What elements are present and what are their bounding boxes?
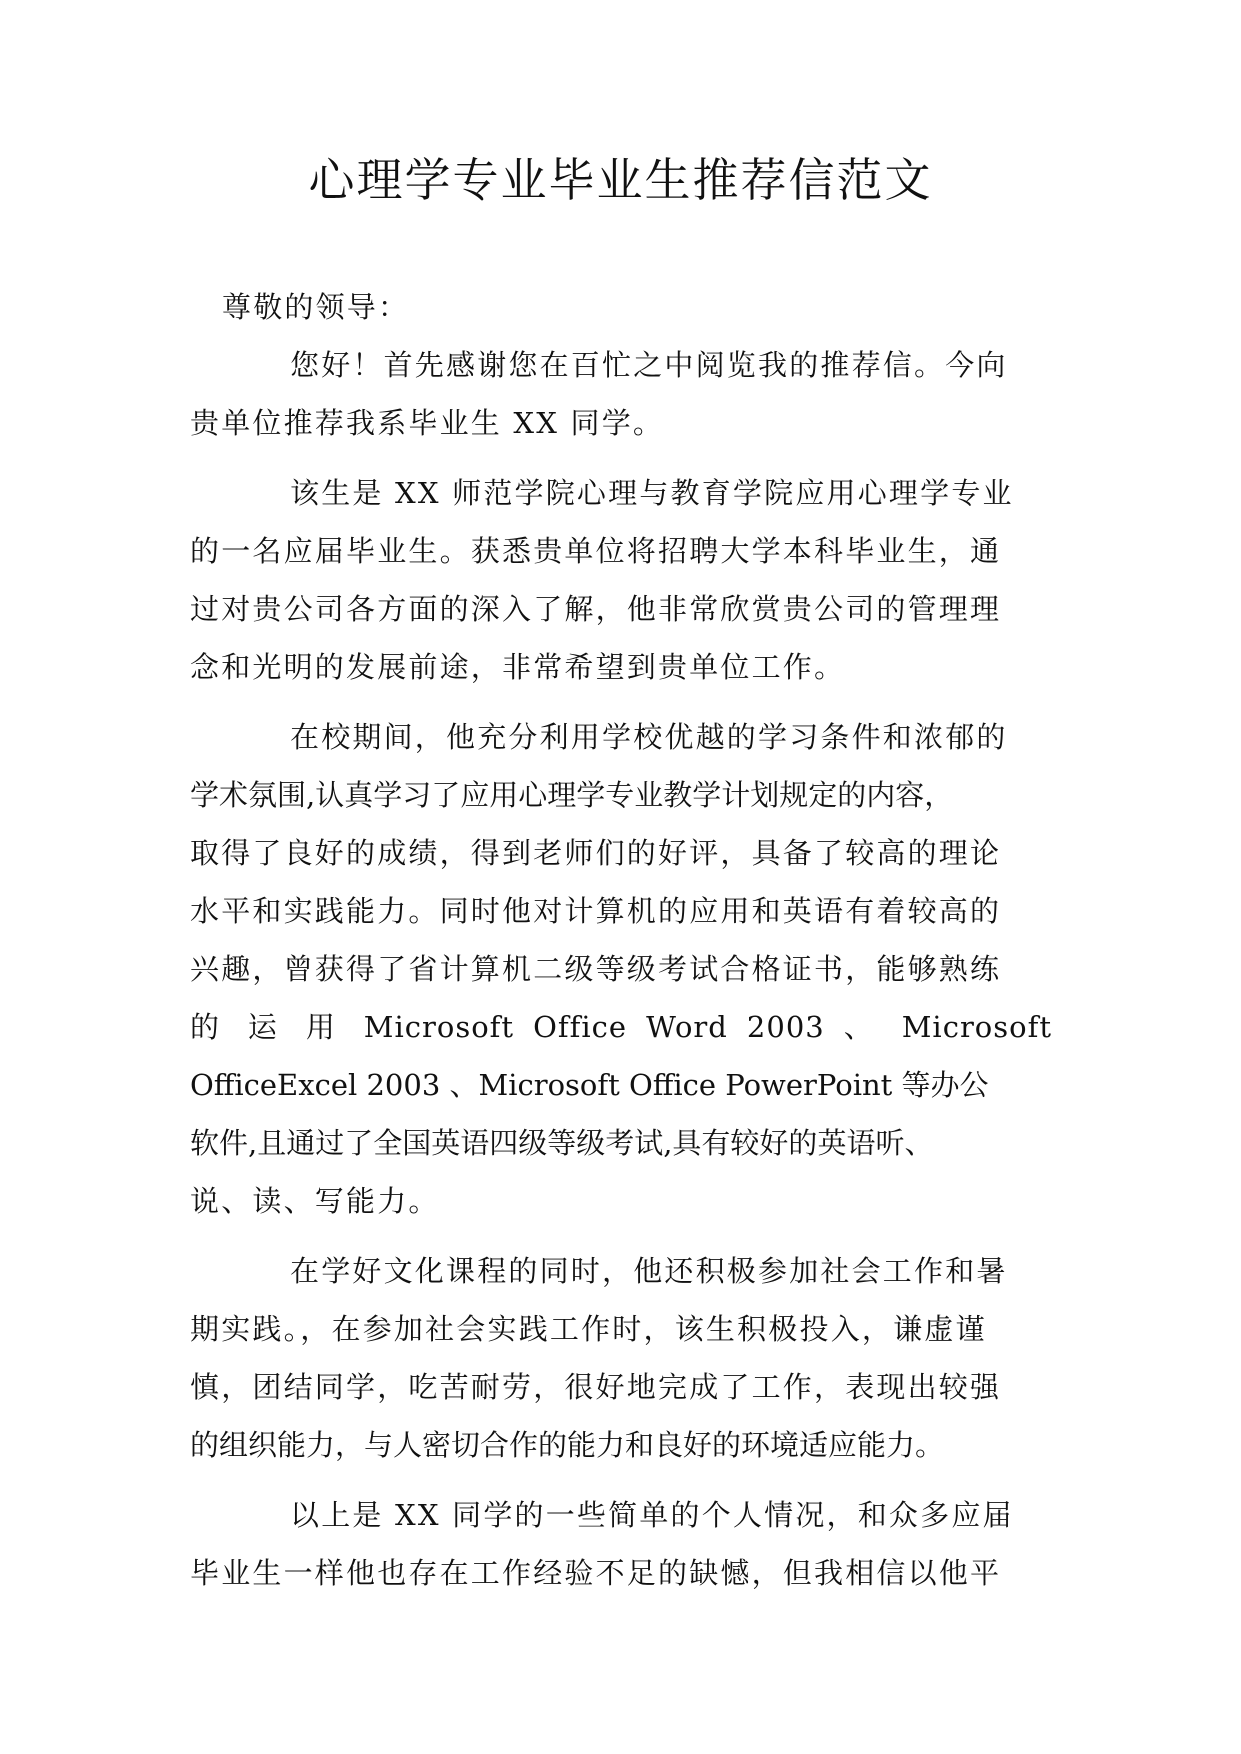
paragraph-line: 的 运 用 Microsoft Office Word 2003 、 Microsoft — [190, 1010, 1052, 1044]
paragraph-social-practice — [190, 1242, 1052, 1474]
paragraph-line: 水平和实践能力。同时他对计算机的应用和英语有着较高的 — [190, 894, 1002, 928]
paragraph-line: 学术氛围,认真学习了应用心理学专业教学计划规定的内容， — [190, 778, 954, 812]
paragraph-line: 过对贵公司各方面的深入了解，他非常欣赏贵公司的管理理 — [190, 592, 1002, 626]
document-title: 心理学专业毕业生推荐信范文 — [308, 153, 933, 207]
letter-body — [190, 278, 1052, 1602]
paragraph-line: 期实践。，在参加社会实践工作时，该生积极投入，谦虚谨 — [190, 1312, 987, 1346]
paragraph-line: 在学好文化课程的同时，他还积极参加社会工作和暑 — [290, 1254, 1008, 1288]
paragraph-line: 贵单位推荐我系毕业生 XX 同学。 — [190, 406, 665, 440]
paragraph-line: 以上是 XX 同学的一些简单的个人情况，和众多应届 — [290, 1498, 1014, 1532]
paragraph-line: OfficeExcel 2003 、Microsoft Office PowerPoint 等办公 — [190, 1068, 989, 1102]
paragraph-line: 该生是 XX 师范学院心理与教育学院应用心理学专业 — [290, 476, 1014, 510]
paragraph-line: 兴趣，曾获得了省计算机二级等级考试合格证书，能够熟练 — [190, 952, 1002, 986]
paragraph-line: 说、读、写能力。 — [190, 1184, 440, 1218]
paragraph-line: 慎，团结同学，吃苦耐劳，很好地完成了工作，表现出较强 — [190, 1370, 1002, 1404]
paragraph-school-performance — [190, 708, 1052, 1230]
paragraph-summary — [190, 1486, 1052, 1602]
paragraph-line: 软件,且通过了全国英语四级等级考试,具有较好的英语听、 — [190, 1126, 934, 1160]
paragraph-line: 取得了良好的成绩，得到老师们的好评，具备了较高的理论 — [190, 836, 1002, 870]
paragraph-line: 念和光明的发展前途，非常希望到贵单位工作。 — [190, 650, 846, 684]
paragraph-greeting — [190, 336, 1052, 452]
paragraph-line: 在校期间，他充分利用学校优越的学习条件和浓郁的 — [290, 720, 1008, 754]
paragraph-introduction — [190, 464, 1052, 696]
paragraph-line: 您好！首先感谢您在百忙之中阅览我的推荐信。今向 — [290, 348, 1008, 382]
paragraph-line: 的组织能力，与人密切合作的能力和良好的环境适应能力。 — [190, 1428, 945, 1462]
paragraph-line: 毕业生一样他也存在工作经验不足的缺憾，但我相信以他平 — [190, 1556, 1002, 1590]
paragraph-line: 的一名应届毕业生。获悉贵单位将招聘大学本科毕业生，通 — [190, 534, 1002, 568]
salutation: 尊敬的领导： — [222, 290, 410, 324]
